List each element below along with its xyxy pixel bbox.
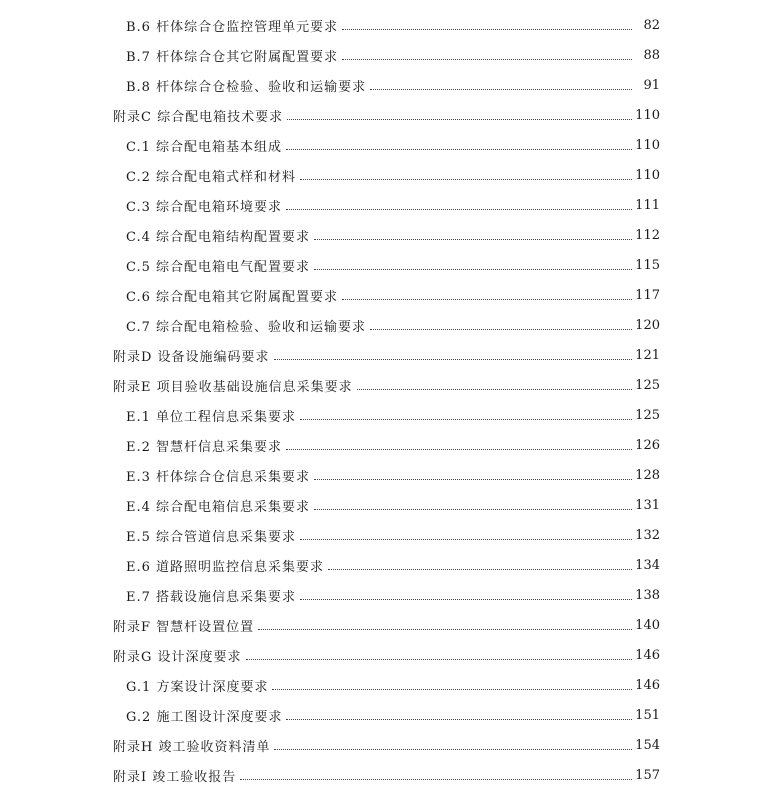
toc-dot-leader (314, 238, 632, 240)
toc-page-number: 125 (635, 407, 660, 423)
toc-entry-title: E.7 搭载设施信息采集要求 (126, 586, 298, 605)
toc-dot-leader (300, 538, 632, 540)
toc-entry-title: E.5 综合管道信息采集要求 (126, 526, 298, 545)
toc-page-number: 138 (635, 587, 660, 603)
toc-page-number: 88 (643, 47, 660, 63)
toc-entry[interactable] (0, 640, 768, 670)
toc-page-number: 154 (635, 737, 660, 753)
toc-entry[interactable] (0, 700, 768, 730)
toc-page-number: 117 (635, 287, 660, 303)
toc-dot-leader (342, 58, 632, 60)
toc-dot-leader (286, 208, 632, 210)
toc-page-number: 120 (635, 317, 660, 333)
toc-page-number: 134 (635, 557, 660, 573)
toc-entry-title: C.3 综合配电箱环境要求 (126, 196, 284, 215)
toc-entry[interactable] (0, 400, 768, 430)
toc-entry[interactable] (0, 550, 768, 580)
toc-entry-title: C.7 综合配电箱检验、验收和运输要求 (126, 316, 368, 335)
toc-page-number: 146 (635, 677, 660, 693)
toc-dot-leader (314, 268, 632, 270)
toc-entry-title: C.6 综合配电箱其它附属配置要求 (126, 286, 340, 305)
toc-page-number: 111 (635, 197, 660, 213)
toc-page-number: 157 (635, 767, 660, 783)
toc-page-number: 132 (635, 527, 660, 543)
toc-entry[interactable] (0, 370, 768, 400)
toc-entry[interactable] (0, 760, 768, 790)
toc-entry[interactable] (0, 340, 768, 370)
toc-page-number: 131 (635, 497, 660, 513)
toc-page-number: 128 (635, 467, 660, 483)
toc-entry[interactable] (0, 610, 768, 640)
toc-page-number: 112 (635, 227, 660, 243)
toc-dot-leader (300, 418, 632, 420)
toc-entry[interactable] (0, 730, 768, 760)
toc-entry[interactable] (0, 280, 768, 310)
toc-entry[interactable] (0, 310, 768, 340)
toc-entry-title: 附录E 项目验收基础设施信息采集要求 (113, 376, 355, 395)
toc-entry[interactable] (0, 250, 768, 280)
toc-entry[interactable] (0, 460, 768, 490)
toc-dot-leader (258, 628, 632, 630)
toc-page-number: 115 (635, 257, 660, 273)
toc-entry-title: B.7 杆体综合仓其它附属配置要求 (126, 46, 340, 65)
toc-entry[interactable] (0, 220, 768, 250)
toc-page-number: 125 (635, 377, 660, 393)
toc-dot-leader (342, 298, 632, 300)
toc-page-number: 82 (643, 17, 660, 33)
toc-dot-leader (300, 178, 632, 180)
toc-dot-leader (240, 778, 632, 780)
toc-page-number: 110 (635, 137, 660, 153)
toc-entry-title: 附录G 设计深度要求 (113, 646, 244, 665)
toc-entry-title: E.6 道路照明监控信息采集要求 (126, 556, 326, 575)
toc-entry[interactable] (0, 40, 768, 70)
toc-entry-title: E.1 单位工程信息采集要求 (126, 406, 298, 425)
toc-entry-title: 附录D 设备设施编码要求 (113, 346, 272, 365)
toc-entry-title: B.6 杆体综合仓监控管理单元要求 (126, 16, 340, 35)
toc-entry-title: B.8 杆体综合仓检验、验收和运输要求 (126, 76, 368, 95)
toc-dot-leader (328, 568, 632, 570)
toc-page-number: 140 (635, 617, 660, 633)
toc-dot-leader (357, 388, 632, 390)
toc-page-number: 121 (635, 347, 660, 363)
toc-entry-title: C.5 综合配电箱电气配置要求 (126, 256, 312, 275)
toc-entry-title: 附录H 竣工验收资料清单 (113, 736, 272, 755)
toc-dot-leader (314, 508, 632, 510)
toc-page-number: 126 (635, 437, 660, 453)
toc-dot-leader (274, 748, 632, 750)
toc-entry[interactable] (0, 100, 768, 130)
toc-dot-leader (314, 478, 632, 480)
table-of-contents (0, 10, 768, 790)
toc-entry-title: 附录F 智慧杆设置位置 (113, 616, 256, 635)
toc-entry-title: C.4 综合配电箱结构配置要求 (126, 226, 312, 245)
toc-entry[interactable] (0, 70, 768, 100)
toc-page-number: 110 (635, 107, 660, 123)
toc-entry-title: C.2 综合配电箱式样和材料 (126, 166, 298, 185)
toc-entry-title: C.1 综合配电箱基本组成 (126, 136, 284, 155)
toc-page-number: 151 (635, 707, 660, 723)
toc-entry[interactable] (0, 190, 768, 220)
toc-entry[interactable] (0, 670, 768, 700)
toc-entry[interactable] (0, 580, 768, 610)
toc-entry[interactable] (0, 430, 768, 460)
toc-dot-leader (286, 448, 632, 450)
toc-dot-leader (370, 328, 632, 330)
toc-entry[interactable] (0, 10, 768, 40)
toc-dot-leader (286, 718, 632, 720)
toc-page-number: 146 (635, 647, 660, 663)
toc-entry-title: E.2 智慧杆信息采集要求 (126, 436, 284, 455)
toc-entry-title: 附录I 竣工验收报告 (113, 766, 238, 785)
toc-entry-title: E.4 综合配电箱信息采集要求 (126, 496, 312, 515)
toc-entry[interactable] (0, 160, 768, 190)
toc-entry-title: G.2 施工图设计深度要求 (126, 706, 284, 725)
toc-entry[interactable] (0, 130, 768, 160)
toc-entry[interactable] (0, 490, 768, 520)
toc-dot-leader (246, 658, 632, 660)
toc-dot-leader (300, 598, 632, 600)
toc-dot-leader (370, 88, 632, 90)
toc-page-number: 110 (635, 167, 660, 183)
toc-entry-title: E.3 杆体综合仓信息采集要求 (126, 466, 312, 485)
toc-dot-leader (287, 118, 632, 120)
toc-entry-title: 附录C 综合配电箱技术要求 (113, 106, 285, 125)
toc-page-number: 91 (643, 77, 660, 93)
toc-entry[interactable] (0, 520, 768, 550)
toc-dot-leader (286, 148, 632, 150)
toc-dot-leader (274, 358, 632, 360)
toc-dot-leader (342, 28, 632, 30)
toc-dot-leader (272, 688, 632, 690)
toc-entry-title: G.1 方案设计深度要求 (126, 676, 270, 695)
